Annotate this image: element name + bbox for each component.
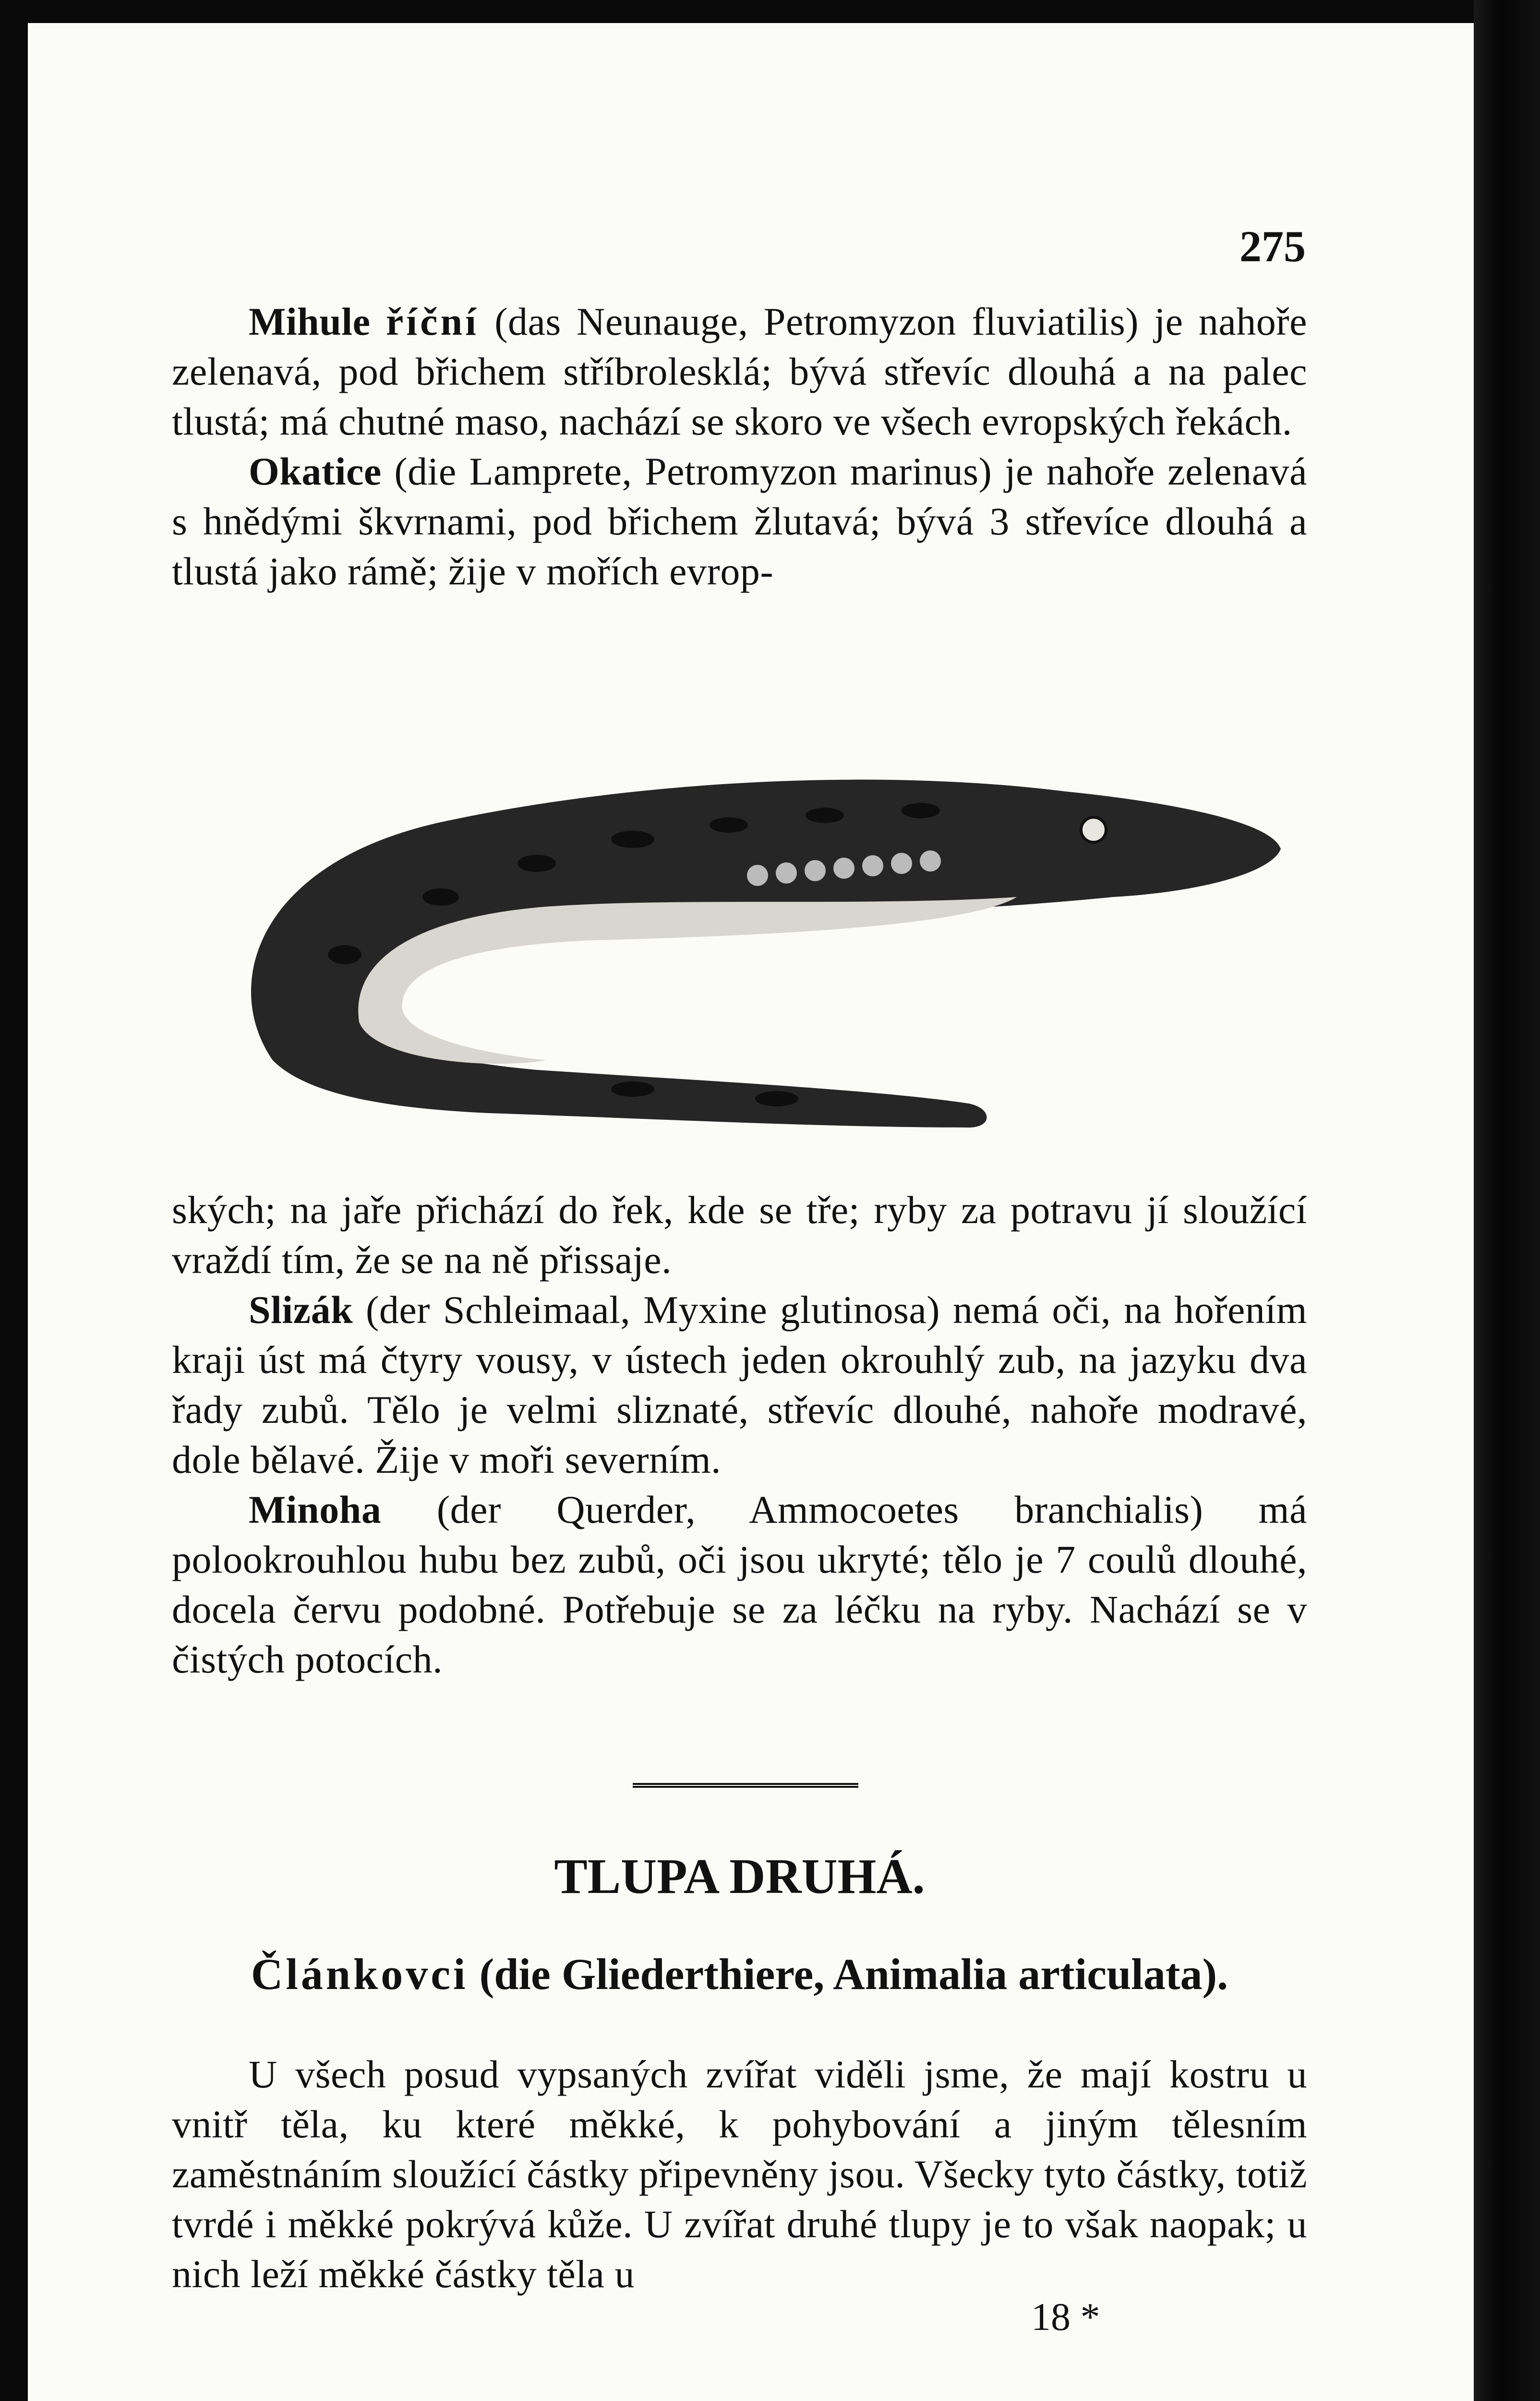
paragraph-clankovci: U všech posud vypsaných zvířat viděli jsme, že mají kostru u vnitř těla, ku které měkké, k pohybování a jiným tělesním zaměstnáním sloužící částky připevněny jsou. Všecky tyto částky, totiž tvrdé i měkké pokrývá kůže. U zvířat druhé tlupy je to však naopak; u nich leží měkké částky těla u: [172, 2052, 1307, 2296]
species-epithet-ricni: říční: [385, 300, 479, 343]
species-name-okatice: Okatice: [249, 449, 382, 493]
book-page: [28, 23, 1503, 2401]
text-block-middle: [172, 1185, 1307, 1685]
section-subtitle-name: Článkovci: [251, 1950, 469, 1999]
paragraph-slizak-text: (der Schleimaal, Myxine glutinosa) nemá oči, na hořením kraji úst má čtyry vousy, v ústech jeden okrouhlý zub, na jazyku dva řady zubů. Tělo je velmi sliznaté, střevíc dlouhé, nahoře modravé, dole bělavé. Žije v moři severním.: [172, 1288, 1307, 1481]
lamprey-eye: [1081, 817, 1106, 842]
section-divider: [633, 1783, 858, 1788]
page-number: 275: [1239, 222, 1306, 271]
paragraph-minoha: [172, 1485, 1307, 1685]
signature-mark: 18 *: [1031, 2295, 1100, 2339]
text-block-top: [172, 297, 1307, 596]
species-name-mihule: Mihule: [249, 300, 371, 343]
text-block-bottom: [172, 2049, 1307, 2299]
paragraph-slizak: [172, 1285, 1307, 1485]
paragraph-okatice-continued: ských; na jaře přichází do řek, kde se tře; ryby za potravu jí sloužící vraždí tím, že se na ně přissaje.: [172, 1188, 1307, 1282]
species-name-minoha: Minoha: [249, 1488, 382, 1531]
lamprey-body: [251, 780, 1281, 1128]
section-subtitle-rest: (die Gliederthiere, Animalia articulata).: [468, 1950, 1228, 1999]
paragraph-okatice: [172, 447, 1307, 596]
species-name-slizak: Slizák: [249, 1288, 353, 1332]
paragraph-mihule-text: (das Neunauge, Petromyzon fluviatilis) je nahoře zelenavá, pod břichem stříbrolesklá; bývá střevíc dlouhá a na palec tlustá; má chutné maso, nachází se skoro ve všech evropských řekách.: [172, 300, 1307, 443]
book-binding-edge: [1474, 0, 1540, 2401]
paragraph-mihule: [172, 297, 1307, 447]
paragraph-okatice-text: (die Lamprete, Petromyzon marinus) je nahoře zelenavá s hnědými škvrnami, pod břichem žlutavá; bývá 3 střevíce dlouhá a tlustá jako rámě; žije v mořích evrop-: [172, 449, 1307, 593]
lamprey-illustration: [201, 647, 1305, 1156]
section-subtitle: [172, 1949, 1307, 2000]
paragraph-minoha-text: (der Querder, Ammocoetes branchialis) má polookrouhlou hubu bez zubů, oči jsou ukryté; tělo je 7 coulů dlouhé, docela červu podobné. Potřebuje se za léčku na ryby. Nachází se v čistých potocích.: [172, 1488, 1307, 1681]
section-title: TLUPA DRUHÁ.: [554, 1849, 925, 1904]
